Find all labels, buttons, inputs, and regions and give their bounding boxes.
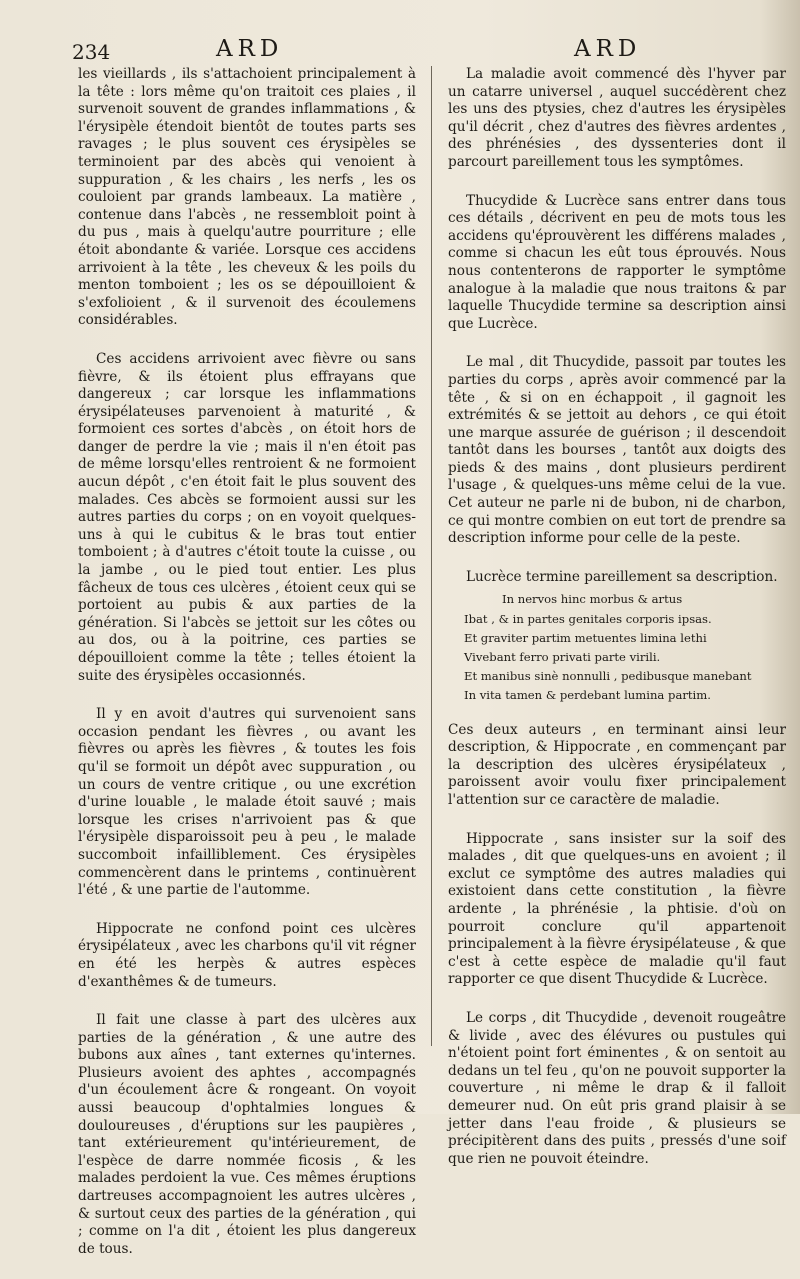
page-number: 234 <box>72 40 111 64</box>
right-column <box>448 66 786 1189</box>
page-header <box>0 34 800 68</box>
verse-line: Et graviter partim metuentes limina lethi <box>464 630 707 645</box>
verse-line: Et manibus sinè nonnulli , pedibusque manebant <box>464 669 752 684</box>
verse-line: In nervos hinc morbus & artus <box>502 592 683 607</box>
paragraph: La maladie avoit commencé dès l'hyver par un catarre universel , auquel succédèrent chez les uns des ptysies, chez d'autres les érysipèles qu'il décrit , chez d'autres des fièvres ardentes , des phrénésies , des dyssenteries dont il parcourt pareillement tous les symptômes. <box>448 66 786 170</box>
left-column <box>78 66 416 1279</box>
column-divider <box>431 66 432 1046</box>
paragraph: Hippocrate , sans insister sur la soif des malades , dit que quelques-uns en avoient ; il exclut ce symptôme des autres maladies qui existoient dans cette constitution , la fièvre ardente , la phrénésie , la phtisie. d'où on pourroit conclure qu'il appartenoit principalement à la fièvre érysipélateuse , & que c'est à cette espèce de maladie qu'il faut rapporter ce que disent Thucydide & Lucrèce. <box>448 830 786 988</box>
paragraph: Le mal , dit Thucydide, passoit par toutes les parties du corps , après avoir commencé par la tête , & si on en échappoit , il gagnoit les extrémités & se jettoit au dehors , ce qui étoit une marque assurée de guérison ; il descendoit tantôt dans les bourses , tantôt aux doigts des pieds & des mains , dont plusieurs perdirent l'usage , & quelques-uns même celui de la vue. Cet auteur ne parle ni de bubon, ni de charbon, ce qui montre combien on eut tort de prendre sa description informe pour celle de la peste. <box>448 354 786 547</box>
paragraph: Le corps , dit Thucydide , devenoit rougeâtre & livide , avec des élévures ou pustules qui n'étoient point fort éminentes , & on sentoit au dedans un tel feu , qu'on ne pouvoit supporter la couverture , ni même le drap & il falloit demeurer nud. On eût pris grand plaisir à se jetter dans l'eau froide , & plusieurs se précipitèrent dans des puits , pressés d'une soif que rien ne pouvoit éteindre. <box>448 1009 786 1167</box>
paragraph: Lucrèce termine pareillement sa description. <box>466 568 778 585</box>
running-head-left: ARD <box>216 36 284 62</box>
paragraph: Il fait une classe à part des ulcères aux parties de la génération , & une autre des bubons aux aînes , tant externes qu'internes. Plusieurs avoient des aphtes , accompagnés d'un écoulement âcre & rongeant. On voyoit aussi beaucoup d'ophtalmies longues & douloureuses , d'éruptions sur les paupières , tant extérieurement qu'intérieurement, de l'espèce de darre nommée ficosis , & les malades perdoient la vue. Ces mêmes éruptions dartreuses accompagnoient les autres ulcères , & surtout ceux des parties de la génération , qui ; comme on l'a dit , étoient les plus dangereux de tous. <box>78 1012 416 1257</box>
paragraph: Thucydide & Lucrèce sans entrer dans tous ces détails , décrivent en peu de mots tous les accidens qu'éprouvèrent les différens malades , comme si chacun les eût tous éprouvés. Nous nous contenterons de rapporter le symptôme analogue à la maladie que nous traitons & par laquelle Thucydide termine sa description ainsi que Lucrèce. <box>448 192 786 332</box>
verse-line: Vivebant ferro privati parte virili. <box>464 650 661 665</box>
paragraph: Hippocrate ne confond point ces ulcères érysipélateux , avec les charbons qu'il vit régner en été les herpès & autres espèces d'exanthêmes & de tumeurs. <box>78 920 416 990</box>
verse-line: Ibat , & in partes genitales corporis ipsas. <box>464 611 712 626</box>
paragraph: Ces deux auteurs , en terminant ainsi leur description, & Hippocrate , en commençant par la description des ulcères érysipélateux , paroissent avoir voulu fixer principalement l'attention sur ce caractère de maladie. <box>448 721 786 809</box>
running-head-right: ARD <box>574 36 642 62</box>
verse-line: In vita tamen & perdebant lumina partim. <box>464 688 711 703</box>
latin-verse-quote <box>448 590 786 705</box>
paragraph: Ces accidens arrivoient avec fièvre ou sans fièvre, & ils étoient plus effrayans que dangereux ; car lorsque les inflammations érysipélateuses parvenoient à maturité , & formoient ces sortes d'abcès , on étoit hors de danger de perdre la vie ; mais il n'en étoit pas de même lorsqu'elles rentroient & ne formoient aucun dépôt , c'en étoit fait le plus souvent des malades. Ces abcès se formoient aussi sur les autres parties du corps ; on en voyoit quelques-uns à qui le cubitus & le bras tout entier tomboient ; à d'autres c'étoit toute la cuisse , ou la jambe , ou le pied tout entier. Les plus fâcheux de tous ces ulcères , étoient ceux qui se portoient au pubis & aux parties de la génération. Si l'abcès se jettoit sur les côtes ou au dos, ou à la poitrine, ces parties se dépouilloient comme la tête ; telles étoient la suite des érysipèles occasionnés. <box>78 350 416 684</box>
paragraph: Il y en avoit d'autres qui survenoient sans occasion pendant les fièvres , ou avant les fièvres ou après les fièvres , & toutes les fois qu'il se formoit un dépôt avec suppuration , ou un cours de ventre critique , ou une excrétion d'urine louable , le malade étoit sauvé ; mais lorsque les crises n'arrivoient pas & que l'érysipèle disparoissoit peu à peu , le malade succomboit infailliblement. Ces érysipèles commencèrent dans le printems , continuèrent l'été , & une partie de l'automme. <box>78 706 416 899</box>
paragraph: les vieillards , ils s'attachoient principalement à la tête : lors même qu'on traitoit ces plaies , il survenoit souvent de grandes inflammations , & l'érysipèle étendoit bientôt de toutes parts ses ravages ; le plus souvent ces érysipèles se terminoient par des abcès qui venoient à suppuration , & les chairs , les nerfs , les os couloient par grands lambeaux. La matière , contenue dans l'abcès , ne ressembloit point à du pus , mais à quelqu'autre pourriture ; elle étoit abondante & variée. Lorsque ces accidens arrivoient à la tête , les cheveux & les poils du menton tomboient ; les os se dépouilloient & s'exfolioient , & il survenoit des écoulemens considérables. <box>78 66 416 329</box>
